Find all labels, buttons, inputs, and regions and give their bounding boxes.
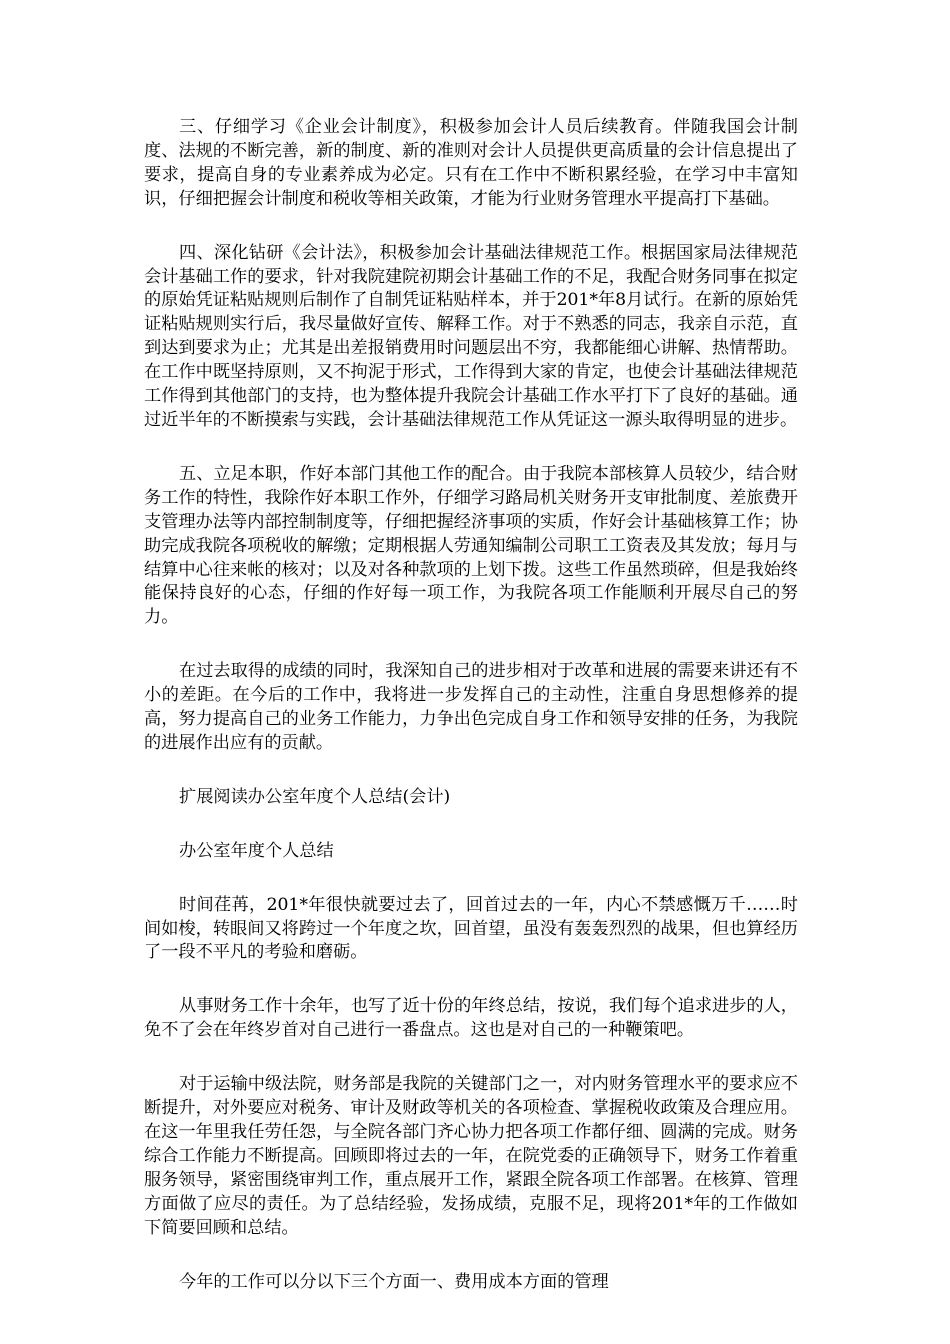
extended-reading-heading: 扩展阅读办公室年度个人总结(会计) (179, 786, 451, 807)
paragraph-conclusion: 在过去取得的成绩的同时，我深知自己的进步相对于改革和进展的需要来讲还有不小的差距。在今后的工作中，我将进一步发挥自己的主动性，注重自身思想修养的提高，努力提高自己的业务工作能力，力争出色完成自身工作和领导安排的任务，为我院的进展作出应有的贡献。 (144, 661, 798, 753)
paragraph-finance-department: 对于运输中级法院，财务部是我院的关键部门之一，对内财务管理水平的要求应不断提升，对外要应对税务、审计及财政等机关的各项检查、掌握税收政策及合理应用。在这一年里我任劳任怨，与全院各部门齐心协力把各项工作都仔细、圆满的完成。财务综合工作能力不断提高。回顾即将过去的一年，在院党委的正确领导下，财务工作着重服务领导，紧密围绕审判工作，重点展开工作，紧跟全院各项工作部署。在核算、管理方面做了应尽的责任。为了总结经验，发扬成绩，克服不足，现将201*年的工作做如下简要回顾和总结。 (144, 1074, 798, 1238)
summary-title: 办公室年度个人总结 (179, 840, 334, 861)
paragraph-section-four: 四、深化钻研《会计法》，积极参加会计基础法律规范工作。根据国家局法律规范会计基础工作的要求，针对我院建院初期会计基础工作的不足，我配合财务同事在拟定的原始凭证粘贴规则后制作了自制凭证粘贴样本，并于201*年8月试行。在新的原始凭证粘贴规则实行后，我尽量做好宣传、解释工作。对于不熟悉的同志，我亲自示范，直到达到要求为止；尤其是出差报销费用时问题层出不穷，我都能细心讲解、热情帮助。在工作中既坚持原则，又不拘泥于形式，工作得到大家的肯定，也使会计基础法律规范工作得到其他部门的支持，也为整体提升我院会计基础工作水平打下了良好的基础。通过近半年的不断摸索与实践，会计基础法律规范工作从凭证这一源头取得明显的进步。 (144, 242, 798, 430)
paragraph-three-aspects: 今年的工作可以分以下三个方面一、费用成本方面的管理 (179, 1271, 609, 1292)
paragraph-time-passing: 时间荏苒，201*年很快就要过去了，回首过去的一年，内心不禁感慨万千……时间如梭，转眼间又将跨过一个年度之坎，回首望，虽没有轰轰烈烈的战果，但也算经历了一段不平凡的考验和磨砺。 (144, 894, 798, 963)
paragraph-section-five: 五、立足本职，作好本部门其他工作的配合。由于我院本部核算人员较少，结合财务工作的特性，我除作好本职工作外，仔细学习路局机关财务开支审批制度、差旅费开支管理办法等内部控制制度等，仔细把握经济事项的实质，作好会计基础核算工作；协助完成我院各项税收的解缴；定期根据人劳通知编制公司职工工资表及其发放；每月与结算中心往来帐的核对；以及对各种款项的上划下拨。这些工作虽然琐碎，但是我始终能保持良好的心态，仔细的作好每一项工作，为我院各项工作能顺利开展尽自己的努力。 (144, 463, 798, 628)
paragraph-ten-years: 从事财务工作十余年，也写了近十份的年终总结，按说，我们每个追求进步的人，免不了会在年终岁首对自己进行一番盘点。这也是对自己的一种鞭策吧。 (144, 996, 798, 1041)
document-page (144, 116, 798, 1324)
paragraph-section-three: 三、仔细学习《企业会计制度》，积极参加会计人员后续教育。伴随我国会计制度、法规的不断完善，新的制度、新的准则对会计人员提供更高质量的会计信息提出了要求，提高自身的专业素养成为必定。只有在工作中不断积累经验，在学习中丰富知识，仔细把握会计制度和税收等相关政策，才能为行业财务管理水平提高打下基础。 (144, 117, 798, 209)
